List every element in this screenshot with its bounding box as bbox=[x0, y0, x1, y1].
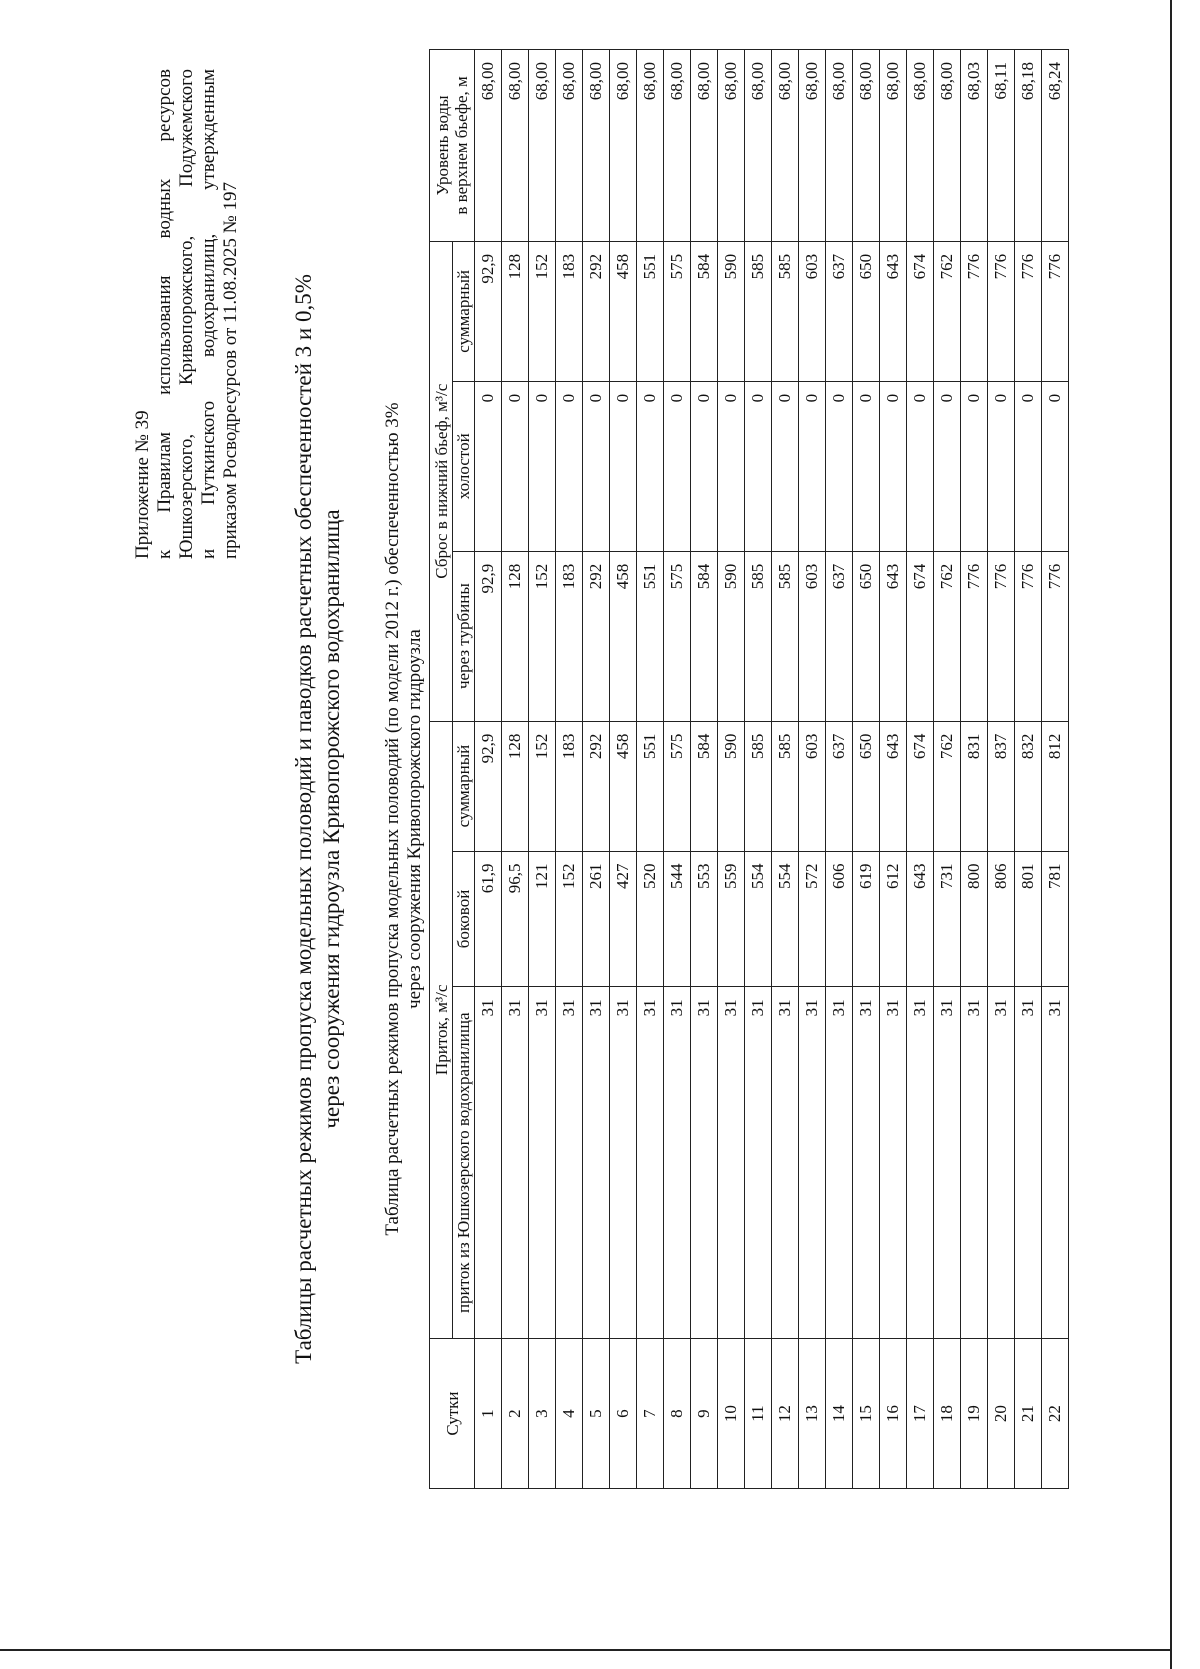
cell-inflow-lateral: 61,9 bbox=[475, 851, 502, 987]
cell-inflow-total: 603 bbox=[799, 721, 826, 851]
cell-inflow-total: 551 bbox=[637, 721, 664, 851]
appendix-header bbox=[132, 69, 242, 559]
title-line: Таблицы расчетных режимов пропуска модельных половодий и паводков расчетных обеспеченностей 3 и 0,5% bbox=[291, 274, 316, 1364]
cell-inflow-yushkozero: 31 bbox=[556, 987, 583, 1339]
cell-inflow-lateral: 643 bbox=[907, 851, 934, 987]
header-level-line: в верхнем бьефе, м bbox=[452, 76, 471, 215]
cell-day: 5 bbox=[583, 1339, 610, 1489]
header-upper-level bbox=[430, 50, 475, 242]
cell-discharge-idle: 0 bbox=[934, 381, 961, 551]
cell-inflow-lateral: 121 bbox=[529, 851, 556, 987]
header-discharge-total: суммарный bbox=[453, 241, 475, 381]
cell-discharge-total: 128 bbox=[502, 241, 529, 381]
cell-day: 16 bbox=[880, 1339, 907, 1489]
cell-discharge-turbines: 776 bbox=[1015, 551, 1042, 721]
cell-discharge-turbines: 776 bbox=[961, 551, 988, 721]
cell-day: 6 bbox=[610, 1339, 637, 1489]
cell-inflow-yushkozero: 31 bbox=[502, 987, 529, 1339]
cell-upper-level: 68,00 bbox=[745, 50, 772, 242]
cell-discharge-total: 776 bbox=[988, 241, 1015, 381]
cell-discharge-turbines: 575 bbox=[664, 551, 691, 721]
table-row bbox=[637, 50, 664, 1489]
cell-discharge-turbines: 92,9 bbox=[475, 551, 502, 721]
cell-day: 19 bbox=[961, 1339, 988, 1489]
cell-upper-level: 68,00 bbox=[853, 50, 880, 242]
cell-discharge-total: 575 bbox=[664, 241, 691, 381]
cell-upper-level: 68,24 bbox=[1042, 50, 1069, 242]
cell-inflow-lateral: 559 bbox=[718, 851, 745, 987]
cell-discharge-turbines: 585 bbox=[772, 551, 799, 721]
cell-discharge-total: 183 bbox=[556, 241, 583, 381]
table-row bbox=[691, 50, 718, 1489]
header-inflow-lateral: боковой bbox=[453, 851, 475, 987]
appendix-line: Юшкозерского, Кривопорожского, Подужемского bbox=[176, 69, 197, 559]
cell-discharge-turbines: 585 bbox=[745, 551, 772, 721]
header-discharge-idle: холостой bbox=[453, 381, 475, 551]
table-row bbox=[475, 50, 502, 1489]
cell-inflow-lateral: 554 bbox=[745, 851, 772, 987]
cell-discharge-turbines: 776 bbox=[1042, 551, 1069, 721]
cell-discharge-turbines: 603 bbox=[799, 551, 826, 721]
cell-discharge-total: 152 bbox=[529, 241, 556, 381]
table-row bbox=[934, 50, 961, 1489]
cell-discharge-idle: 0 bbox=[475, 381, 502, 551]
header-discharge-group: Сброс в нижний бьеф, м³/с bbox=[430, 241, 453, 721]
cell-discharge-total: 590 bbox=[718, 241, 745, 381]
cell-discharge-turbines: 637 bbox=[826, 551, 853, 721]
cell-inflow-yushkozero: 31 bbox=[691, 987, 718, 1339]
cell-day: 22 bbox=[1042, 1339, 1069, 1489]
page-edge-bottom bbox=[0, 1649, 1172, 1651]
cell-upper-level: 68,03 bbox=[961, 50, 988, 242]
cell-inflow-total: 92,9 bbox=[475, 721, 502, 851]
cell-discharge-turbines: 590 bbox=[718, 551, 745, 721]
table-row bbox=[556, 50, 583, 1489]
cell-inflow-yushkozero: 31 bbox=[610, 987, 637, 1339]
cell-discharge-total: 585 bbox=[745, 241, 772, 381]
cell-inflow-lateral: 96,5 bbox=[502, 851, 529, 987]
cell-discharge-idle: 0 bbox=[988, 381, 1015, 551]
cell-inflow-total: 650 bbox=[853, 721, 880, 851]
cell-inflow-yushkozero: 31 bbox=[637, 987, 664, 1339]
cell-discharge-total: 92,9 bbox=[475, 241, 502, 381]
cell-inflow-total: 674 bbox=[907, 721, 934, 851]
cell-inflow-yushkozero: 31 bbox=[1042, 987, 1069, 1339]
rotated-page-content bbox=[42, 39, 1072, 1599]
cell-upper-level: 68,00 bbox=[664, 50, 691, 242]
cell-upper-level: 68,00 bbox=[637, 50, 664, 242]
cell-discharge-total: 650 bbox=[853, 241, 880, 381]
cell-day: 2 bbox=[502, 1339, 529, 1489]
cell-upper-level: 68,00 bbox=[691, 50, 718, 242]
cell-discharge-idle: 0 bbox=[502, 381, 529, 551]
cell-discharge-turbines: 643 bbox=[880, 551, 907, 721]
cell-inflow-yushkozero: 31 bbox=[934, 987, 961, 1339]
cell-inflow-lateral: 606 bbox=[826, 851, 853, 987]
cell-inflow-yushkozero: 31 bbox=[583, 987, 610, 1339]
table-row bbox=[583, 50, 610, 1489]
cell-inflow-lateral: 544 bbox=[664, 851, 691, 987]
cell-day: 17 bbox=[907, 1339, 934, 1489]
cell-day: 15 bbox=[853, 1339, 880, 1489]
cell-inflow-total: 585 bbox=[772, 721, 799, 851]
cell-inflow-yushkozero: 31 bbox=[1015, 987, 1042, 1339]
cell-inflow-lateral: 520 bbox=[637, 851, 664, 987]
table-row bbox=[772, 50, 799, 1489]
cell-day: 12 bbox=[772, 1339, 799, 1489]
header-inflow-group: Приток, м³/с bbox=[430, 721, 453, 1339]
table-row bbox=[880, 50, 907, 1489]
header-level-line: Уровень воды bbox=[433, 95, 452, 196]
page-edge-right bbox=[1170, 0, 1172, 1669]
document-title bbox=[290, 39, 346, 1599]
cell-inflow-yushkozero: 31 bbox=[475, 987, 502, 1339]
cell-upper-level: 68,00 bbox=[934, 50, 961, 242]
header-day: Сутки bbox=[430, 1339, 475, 1489]
cell-discharge-idle: 0 bbox=[907, 381, 934, 551]
table-row bbox=[610, 50, 637, 1489]
cell-inflow-total: 152 bbox=[529, 721, 556, 851]
cell-inflow-yushkozero: 31 bbox=[880, 987, 907, 1339]
cell-discharge-total: 292 bbox=[583, 241, 610, 381]
cell-discharge-turbines: 674 bbox=[907, 551, 934, 721]
table-row bbox=[529, 50, 556, 1489]
caption-line: через сооружения Кривопорожского гидроузла bbox=[404, 629, 425, 1009]
cell-discharge-total: 643 bbox=[880, 241, 907, 381]
cell-inflow-lateral: 427 bbox=[610, 851, 637, 987]
cell-day: 8 bbox=[664, 1339, 691, 1489]
cell-inflow-yushkozero: 31 bbox=[961, 987, 988, 1339]
cell-day: 3 bbox=[529, 1339, 556, 1489]
cell-discharge-idle: 0 bbox=[718, 381, 745, 551]
cell-upper-level: 68,00 bbox=[718, 50, 745, 242]
cell-inflow-yushkozero: 31 bbox=[907, 987, 934, 1339]
cell-upper-level: 68,00 bbox=[502, 50, 529, 242]
cell-inflow-total: 585 bbox=[745, 721, 772, 851]
cell-inflow-lateral: 619 bbox=[853, 851, 880, 987]
cell-discharge-idle: 0 bbox=[664, 381, 691, 551]
cell-upper-level: 68,00 bbox=[583, 50, 610, 242]
cell-inflow-total: 292 bbox=[583, 721, 610, 851]
cell-discharge-idle: 0 bbox=[961, 381, 988, 551]
cell-day: 9 bbox=[691, 1339, 718, 1489]
cell-discharge-idle: 0 bbox=[556, 381, 583, 551]
table-row bbox=[502, 50, 529, 1489]
table-row bbox=[1015, 50, 1042, 1489]
cell-inflow-lateral: 261 bbox=[583, 851, 610, 987]
appendix-line: к Правилам использования водных ресурсов bbox=[154, 69, 175, 559]
cell-discharge-total: 584 bbox=[691, 241, 718, 381]
header-discharge-turbines: через турбины bbox=[453, 551, 475, 721]
cell-inflow-yushkozero: 31 bbox=[664, 987, 691, 1339]
appendix-number: Приложение № 39 bbox=[132, 410, 153, 559]
caption-line: Таблица расчетных режимов пропуска модельных половодий (по модели 2012 г.) обеспеченностью 3% bbox=[382, 402, 403, 1236]
cell-day: 10 bbox=[718, 1339, 745, 1489]
cell-inflow-lateral: 572 bbox=[799, 851, 826, 987]
table-row bbox=[988, 50, 1015, 1489]
cell-discharge-total: 603 bbox=[799, 241, 826, 381]
table-body bbox=[475, 50, 1069, 1489]
table-caption bbox=[382, 39, 426, 1599]
table-row bbox=[1042, 50, 1069, 1489]
cell-day: 4 bbox=[556, 1339, 583, 1489]
cell-discharge-total: 674 bbox=[907, 241, 934, 381]
cell-discharge-idle: 0 bbox=[853, 381, 880, 551]
cell-upper-level: 68,00 bbox=[799, 50, 826, 242]
cell-upper-level: 68,00 bbox=[556, 50, 583, 242]
cell-day: 1 bbox=[475, 1339, 502, 1489]
cell-discharge-idle: 0 bbox=[583, 381, 610, 551]
cell-day: 18 bbox=[934, 1339, 961, 1489]
cell-discharge-total: 776 bbox=[1015, 241, 1042, 381]
cell-inflow-yushkozero: 31 bbox=[718, 987, 745, 1339]
cell-day: 14 bbox=[826, 1339, 853, 1489]
title-line: через сооружения гидроузла Кривопорожского водохранилища bbox=[319, 509, 344, 1129]
cell-discharge-idle: 0 bbox=[826, 381, 853, 551]
cell-inflow-yushkozero: 31 bbox=[988, 987, 1015, 1339]
cell-inflow-total: 575 bbox=[664, 721, 691, 851]
discharge-table bbox=[429, 49, 1069, 1489]
cell-discharge-turbines: 762 bbox=[934, 551, 961, 721]
cell-discharge-idle: 0 bbox=[529, 381, 556, 551]
cell-inflow-total: 458 bbox=[610, 721, 637, 851]
table-row bbox=[826, 50, 853, 1489]
cell-day: 7 bbox=[637, 1339, 664, 1489]
cell-upper-level: 68,00 bbox=[610, 50, 637, 242]
table-row bbox=[718, 50, 745, 1489]
cell-inflow-yushkozero: 31 bbox=[826, 987, 853, 1339]
cell-discharge-turbines: 152 bbox=[529, 551, 556, 721]
header-inflow-total: суммарный bbox=[453, 721, 475, 851]
cell-inflow-yushkozero: 31 bbox=[853, 987, 880, 1339]
cell-day: 20 bbox=[988, 1339, 1015, 1489]
table-row bbox=[799, 50, 826, 1489]
cell-upper-level: 68,18 bbox=[1015, 50, 1042, 242]
cell-inflow-lateral: 800 bbox=[961, 851, 988, 987]
cell-inflow-total: 584 bbox=[691, 721, 718, 851]
cell-inflow-total: 831 bbox=[961, 721, 988, 851]
cell-discharge-total: 637 bbox=[826, 241, 853, 381]
cell-inflow-lateral: 781 bbox=[1042, 851, 1069, 987]
cell-discharge-turbines: 776 bbox=[988, 551, 1015, 721]
cell-discharge-turbines: 584 bbox=[691, 551, 718, 721]
cell-inflow-lateral: 801 bbox=[1015, 851, 1042, 987]
cell-discharge-total: 776 bbox=[1042, 241, 1069, 381]
table-row bbox=[961, 50, 988, 1489]
table-row bbox=[853, 50, 880, 1489]
cell-inflow-lateral: 612 bbox=[880, 851, 907, 987]
table-row bbox=[745, 50, 772, 1489]
cell-discharge-turbines: 650 bbox=[853, 551, 880, 721]
cell-inflow-lateral: 152 bbox=[556, 851, 583, 987]
cell-discharge-total: 585 bbox=[772, 241, 799, 381]
cell-inflow-yushkozero: 31 bbox=[745, 987, 772, 1339]
cell-upper-level: 68,00 bbox=[880, 50, 907, 242]
cell-upper-level: 68,00 bbox=[529, 50, 556, 242]
cell-discharge-turbines: 551 bbox=[637, 551, 664, 721]
cell-inflow-total: 832 bbox=[1015, 721, 1042, 851]
cell-inflow-total: 128 bbox=[502, 721, 529, 851]
cell-discharge-idle: 0 bbox=[1015, 381, 1042, 551]
cell-inflow-lateral: 554 bbox=[772, 851, 799, 987]
cell-inflow-lateral: 553 bbox=[691, 851, 718, 987]
cell-discharge-total: 776 bbox=[961, 241, 988, 381]
cell-inflow-total: 637 bbox=[826, 721, 853, 851]
cell-discharge-idle: 0 bbox=[691, 381, 718, 551]
appendix-line: приказом Росводресурсов от 11.08.2025 № 197 bbox=[220, 182, 241, 559]
cell-inflow-lateral: 731 bbox=[934, 851, 961, 987]
header-inflow-yushkozero: приток из Юшкозерского водохранилища bbox=[453, 987, 475, 1339]
table-row bbox=[664, 50, 691, 1489]
cell-discharge-idle: 0 bbox=[880, 381, 907, 551]
cell-inflow-yushkozero: 31 bbox=[772, 987, 799, 1339]
cell-upper-level: 68,00 bbox=[772, 50, 799, 242]
cell-inflow-total: 183 bbox=[556, 721, 583, 851]
cell-discharge-idle: 0 bbox=[1042, 381, 1069, 551]
cell-discharge-idle: 0 bbox=[772, 381, 799, 551]
cell-discharge-idle: 0 bbox=[637, 381, 664, 551]
cell-discharge-turbines: 183 bbox=[556, 551, 583, 721]
cell-upper-level: 68,00 bbox=[475, 50, 502, 242]
cell-inflow-total: 590 bbox=[718, 721, 745, 851]
cell-discharge-total: 458 bbox=[610, 241, 637, 381]
cell-inflow-total: 837 bbox=[988, 721, 1015, 851]
cell-discharge-turbines: 128 bbox=[502, 551, 529, 721]
cell-inflow-total: 812 bbox=[1042, 721, 1069, 851]
cell-discharge-idle: 0 bbox=[799, 381, 826, 551]
table-row bbox=[907, 50, 934, 1489]
cell-inflow-total: 643 bbox=[880, 721, 907, 851]
cell-inflow-yushkozero: 31 bbox=[799, 987, 826, 1339]
cell-day: 13 bbox=[799, 1339, 826, 1489]
cell-day: 21 bbox=[1015, 1339, 1042, 1489]
cell-discharge-idle: 0 bbox=[745, 381, 772, 551]
cell-inflow-lateral: 806 bbox=[988, 851, 1015, 987]
cell-discharge-idle: 0 bbox=[610, 381, 637, 551]
cell-inflow-yushkozero: 31 bbox=[529, 987, 556, 1339]
cell-upper-level: 68,00 bbox=[907, 50, 934, 242]
cell-discharge-total: 762 bbox=[934, 241, 961, 381]
cell-day: 11 bbox=[745, 1339, 772, 1489]
cell-inflow-total: 762 bbox=[934, 721, 961, 851]
appendix-line: и Путкинского водохранилищ, утвержденным bbox=[198, 69, 219, 559]
cell-upper-level: 68,00 bbox=[826, 50, 853, 242]
cell-discharge-turbines: 458 bbox=[610, 551, 637, 721]
cell-discharge-turbines: 292 bbox=[583, 551, 610, 721]
cell-upper-level: 68,11 bbox=[988, 50, 1015, 242]
cell-discharge-total: 551 bbox=[637, 241, 664, 381]
